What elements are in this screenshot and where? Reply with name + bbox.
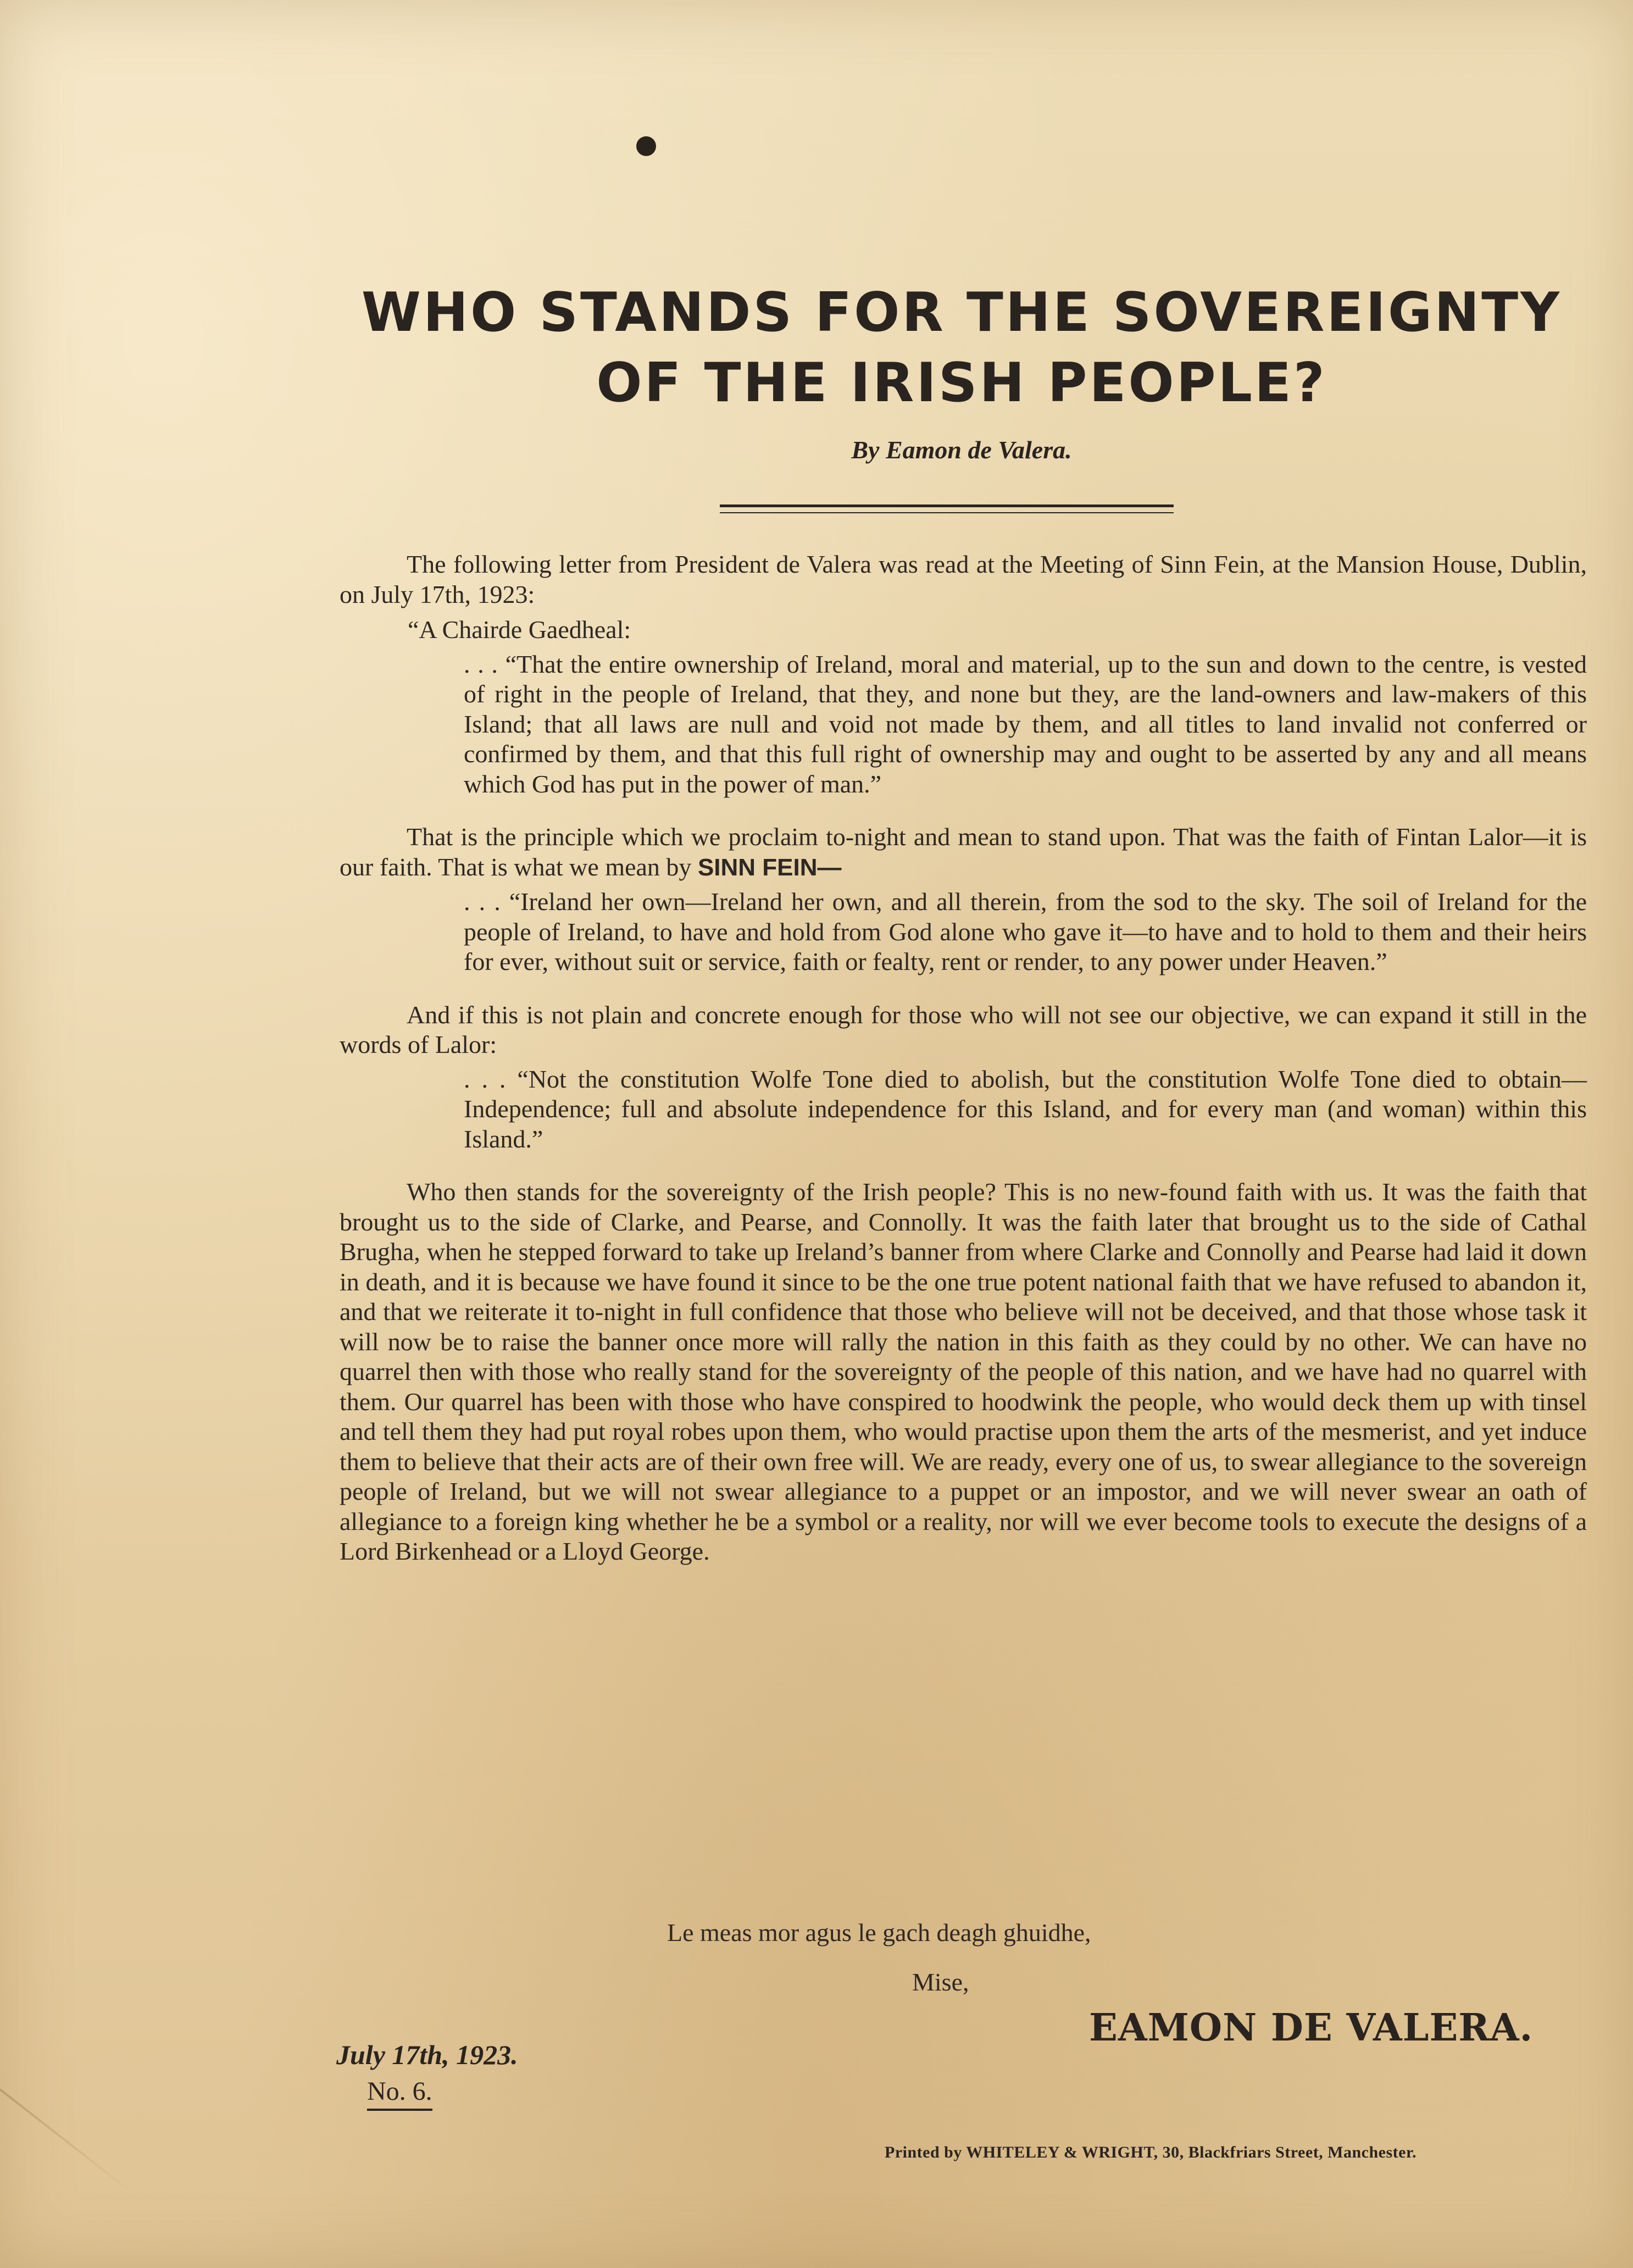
quote-ownership: . . . “That the entire ownership of Ireland, moral and material, up to the sun and down to the centre, is vested of right in the people of Ireland, that they, and none but they, are the land-owners and law-makers of this Island; that all laws are null and void not made by them, and all titles to land invalid not conferred or confirmed by them, and that this full right of ownership may and ought to be asserted by any and all means which God has put in the power of man.” [464, 650, 1587, 798]
mise: Mise, [912, 1968, 969, 1996]
letter-date: July 17th, 1923. [336, 2039, 518, 2070]
signature: EAMON DE VALERA. [1089, 2006, 1534, 2050]
title-line-1: WHO STANDS FOR THE SOVEREIGNTY [361, 281, 1562, 344]
closing-line: Le meas mor agus le gach deagh ghuidhe, [667, 1918, 1091, 1947]
quote-wolfe-tone: . . . “Not the constitution Wolfe Tone died to abolish, but the constitution Wolfe Tone died to obtain—Independence; full and absolute independence for this Island, and for every man (and woman) within this Island.” [464, 1064, 1587, 1153]
principle-text: That is the principle which we proclaim to-night and mean to stand upon. That was the faith of Fintan Lalor—it is our faith. That is what we mean by [340, 823, 1587, 881]
byline: By Eamon de Valera. [851, 436, 1072, 464]
document-title [330, 278, 1593, 418]
title-rule-thick [720, 504, 1174, 507]
sovereignty-paragraph: Who then stands for the sovereignty of the Irish people? This is no new-found faith with us. It was the faith that brought us to the side of Clarke, and Pearse, and Connolly. It was the faith later that brought us to the side of Cathal Brugha, when he stepped forward to take up Ireland’s banner from where Clarke and Connolly and Pearse had laid it down in death, and it is because we have found it since to be the one true potent national faith that we have refused to abandon it, and that we reiterate it to-night in full confidence that those who believe will not be deceived, and that those whose task it will now be to raise the banner once more will rally the nation in this faith as they could by no other. We can have no quarrel then with those who really stand for the sovereignty of the people of this nation, and we have had no quarrel with them. Our quarrel has been with those who have conspired to hoodwink the people, who would deck them up with tinsel and tell them they had put royal robes upon them, who would practise upon them the arts of the mesmerist, and yet induce them to believe that their acts are of their own free will. We are ready, every one of us, to swear allegiance to the sovereign people of Ireland, but we will not swear allegiance to a puppet or an impostor, and we will never swear an oath of allegiance to a foreign king whether he be a symbol or a reality, nor will we ever become tools to execute the designs of a Lord Birkenhead or a Lloyd George. [340, 1178, 1587, 1565]
objective-paragraph: And if this is not plain and concrete enough for those who will not see our objective, we can expand it still in the words of Lalor: [340, 1000, 1587, 1058]
sinn-fein-emphasis: SINN FEIN— [697, 853, 842, 881]
principle-paragraph [340, 822, 1587, 883]
intro-paragraph: The following letter from President de Valera was read at the Meeting of Sinn Fein, at the Mansion House, Dublin, on July 17th, 1923: [340, 550, 1587, 608]
quote-ireland-her-own: . . . “Ireland her own—Ireland her own, and all therein, from the sod to the sky. The soil of Ireland for the people of Ireland, to have and hold from God alone who gave it—to have and to hold to them and their heirs for ever, without suit or service, faith or fealty, rent or render, to any power under Heaven.” [464, 888, 1587, 975]
leaflet-number: No. 6. [367, 2076, 432, 2111]
paper-crease [0, 2088, 131, 2192]
title-rule-thin [720, 512, 1174, 513]
printer-imprint: Printed by WHITELEY & WRIGHT, 30, Blackfriars Street, Manchester. [885, 2143, 1417, 2161]
salutation: “A Chairde Gaedheal: [408, 615, 631, 644]
letter-body [340, 550, 1587, 1567]
punch-hole [636, 136, 656, 156]
title-line-2: OF THE IRISH PEOPLE? [596, 352, 1327, 414]
